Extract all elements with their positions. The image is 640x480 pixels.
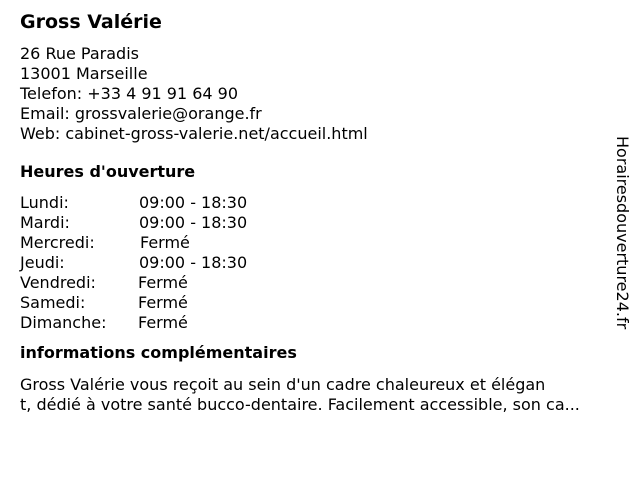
hours-row-monday [20, 193, 620, 213]
hours-title: Heures d'ouverture [20, 162, 196, 181]
time-value: Fermé [140, 233, 190, 252]
web-line: Web: cabinet-gross-valerie.net/accueil.html [20, 124, 368, 143]
hours-table [20, 193, 620, 333]
hours-row-tuesday [20, 213, 620, 233]
day-label: Samedi: [20, 293, 86, 312]
address-street: 26 Rue Paradis [20, 44, 139, 63]
time-value: 09:00 - 18:30 [139, 193, 248, 212]
hours-row-wednesday [20, 233, 620, 253]
day-label: Jeudi: [20, 253, 65, 272]
day-label: Mardi: [20, 213, 70, 232]
info-line-2: t, dédié à votre santé bucco-dentaire. Facilement accessible, son ca... [20, 395, 580, 414]
phone-line: Telefon: +33 4 91 91 64 90 [20, 84, 239, 103]
business-name: Gross Valérie [20, 11, 162, 33]
day-label: Lundi: [20, 193, 69, 212]
day-label: Dimanche: [20, 313, 107, 332]
day-label: Vendredi: [20, 273, 96, 292]
hours-row-saturday [20, 293, 620, 313]
hours-row-thursday [20, 253, 620, 273]
hours-row-friday [20, 273, 620, 293]
info-title: informations complémentaires [20, 343, 297, 362]
time-value: 09:00 - 18:30 [139, 253, 248, 272]
info-line-1: Gross Valérie vous reçoit au sein d'un cadre chaleureux et élégan [20, 375, 546, 394]
time-value: 09:00 - 18:30 [139, 213, 248, 232]
hours-row-sunday [20, 313, 620, 333]
info-description [20, 375, 632, 415]
address-city: 13001 Marseille [20, 64, 148, 83]
time-value: Fermé [138, 313, 188, 332]
day-label: Mercredi: [20, 233, 95, 252]
site-watermark: Horairesdouverture24.fr [613, 136, 632, 330]
email-line: Email: grossvalerie@orange.fr [20, 104, 262, 123]
time-value: Fermé [138, 273, 188, 292]
time-value: Fermé [138, 293, 188, 312]
business-card [20, 10, 620, 415]
